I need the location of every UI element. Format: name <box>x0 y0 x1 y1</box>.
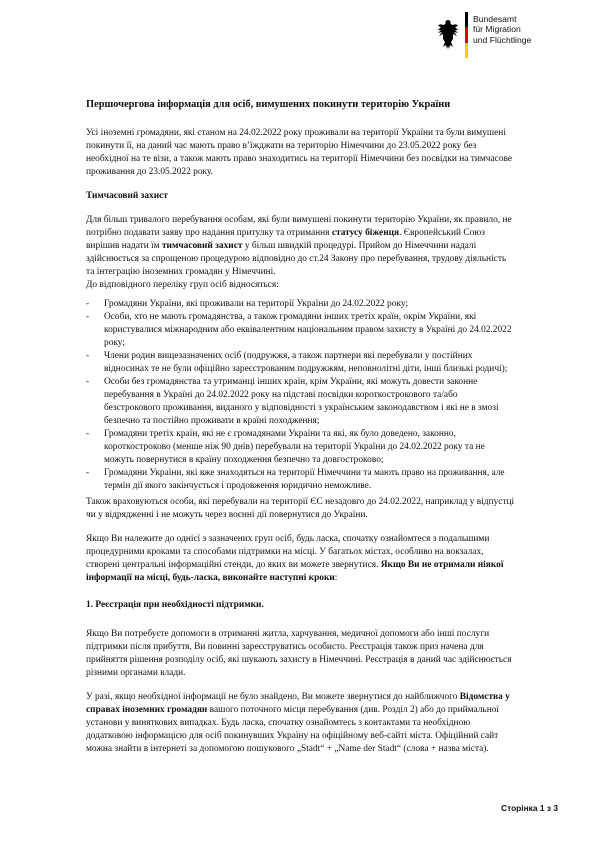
bold-temporary-protection: тимчасовий захист <box>161 241 243 251</box>
registration-paragraph: Якщо Ви потребуєте допомоги в отриманні житла, харчування, медичної допомоги або інші послуги підтримки після прибуття, Ви повинні зареєструватись особисто. Реєстрація також приз начена для прийняття рішення розподілу осіб, які шукають захисту в Німеччині. Реєстрація в даний час здійснюється різними органами влади. <box>86 629 512 678</box>
agency-name-line: für Migration <box>473 24 521 35</box>
document-title: Першочергова інформація для осіб, вимушених покинути територію України <box>86 99 451 110</box>
flag-red <box>465 27 468 42</box>
text-run: . Європейський Союз вирішив надати їм <box>86 228 485 251</box>
flag-black <box>465 12 468 27</box>
next-steps-paragraph <box>86 533 516 585</box>
section-heading-temporary-protection: Тимчасовий захист <box>86 191 168 201</box>
bold-refugee-status: статусу біженця <box>331 228 400 238</box>
text-run: вашого поточного місця перебування (див. Розділ 2) або до приймальної установи у виняткових випадках. Будь ласка, спочатку ознайомтесь з контактами та необхідною додатковою інформацією для осіб покинувших Україну на офіційному веб-сайті міста. Офіційний сайт можна знайти в інтернеті за допомогою пошукового „Stadt“ + „Name der Stadt“ (слова + назва міста). <box>86 705 500 754</box>
intro-paragraph: Усі іноземні громадяни, які станом на 24.02.2022 року проживали на території України та були вимушені покинути її, на даний час мають право в’їжджати на територію Німеччини до 23.05.2022 року без необхідної на те візи, а також мають право знаходитись на території Німеччини без посвідки на тимчасове проживання до 23.05.2022 року. <box>86 128 513 177</box>
foreigners-office-paragraph <box>86 691 516 756</box>
temporary-protection-paragraph <box>86 214 516 279</box>
text-run: у більш швидкій процедурі. Прийом до Німеччини надалі здійснюється за спрощеною процедурою відповідно до ст.24 Закону про перебування, трудову діяльність та інтеграцію іноземних громадян у Німеччині. <box>86 241 507 277</box>
agency-name <box>473 14 531 45</box>
text-run: У разі, якщо необхідної інформації не було знайдено, Ви можете звернутися до найближчого <box>86 692 460 702</box>
federal-eagle-icon <box>437 18 459 52</box>
german-flag-stripe <box>465 12 468 58</box>
section-heading-registration: 1. Реєстрація при необхідності підтримки. <box>86 600 264 610</box>
flag-gold <box>465 43 468 58</box>
agency-name-line: Bundesamt <box>473 14 517 24</box>
list-item: - Особи без громадянства та утриманці інших країн, крім України, які можуть довести законне перебування в Україні до 24.02.2022 року на підставі посвідки короткострокового та/або безстрокового проживання, виданого у відповідності з українським законодавством і які не в змозі безпечно та постійно проживати в країні походження; <box>104 376 516 428</box>
eu-stay-paragraph: Також враховуються особи, які перебували на території ЄС незадовго до 24.02.2022, наприклад у відпустці чи у відрядженні і не можуть через воєнні дії повернутися до України. <box>86 497 515 520</box>
bold-next-steps: Якщо Ви не отримали ніякої інформації на місці, будь-ласка, виконайте наступні кроки <box>86 560 504 583</box>
list-item: - Громадяни України, які вже знаходяться на території Німеччини та мають право на проживання, але термін дії якого закінчується і продовження юридично неможливе. <box>104 467 516 493</box>
eligible-groups-list <box>86 298 516 493</box>
bold-foreigners-office: Відомства у справах іноземних громадян <box>86 692 510 715</box>
text-run: Для більш тривалого перебування особам, які були вимушені покинути територію України, як правило, не потрібно подавати заяву про надання притулку та отримання <box>86 215 512 238</box>
text-run: : <box>334 573 338 583</box>
text-run: Якщо Ви належите до однієї з зазначених груп осіб, будь ласка, спочатку ознайомтеся з подальшими процедурними кроками та способами підтримки на місці. У багатьох містах, особливо на вокзалах, створені центральні інформаційні стенди, до яких ви можете звернутися. <box>86 534 490 570</box>
groups-intro: До відповідного переліку груп осіб відносяться: <box>86 280 279 290</box>
page-number: Сторінка 1 з 3 <box>501 803 558 813</box>
list-item: - Громадяни третіх країн, які не є громадянами України та які, як було доведено, законно, короткостроково (менше ніж 90 днів) перебували на території України до 24.02.2022 року та не можуть повернутися в країну походження безпечно та довгостроково; <box>104 428 516 467</box>
list-item: - Особи, хто не мають громадянства, а також громадяни інших третіх країн, окрім України, які користувалися міжнародним або еквівалентним національним правом захисту в Україні до 24.02.2022 року; <box>104 311 516 350</box>
agency-name-line: und Flüchtlinge <box>473 34 532 45</box>
list-item: - Громадяни України, які проживали на території України до 24.02.2022 року; <box>104 298 516 311</box>
list-item: - Члени родин вищезазначених осіб (подружжя, а також партнери які перебували у постійних відносинах те не були офіційно зареєстрованим подружжям, неповнолітні діти, інші близькі родичі); <box>104 350 516 376</box>
document-body <box>86 98 516 756</box>
agency-logo <box>437 12 587 72</box>
